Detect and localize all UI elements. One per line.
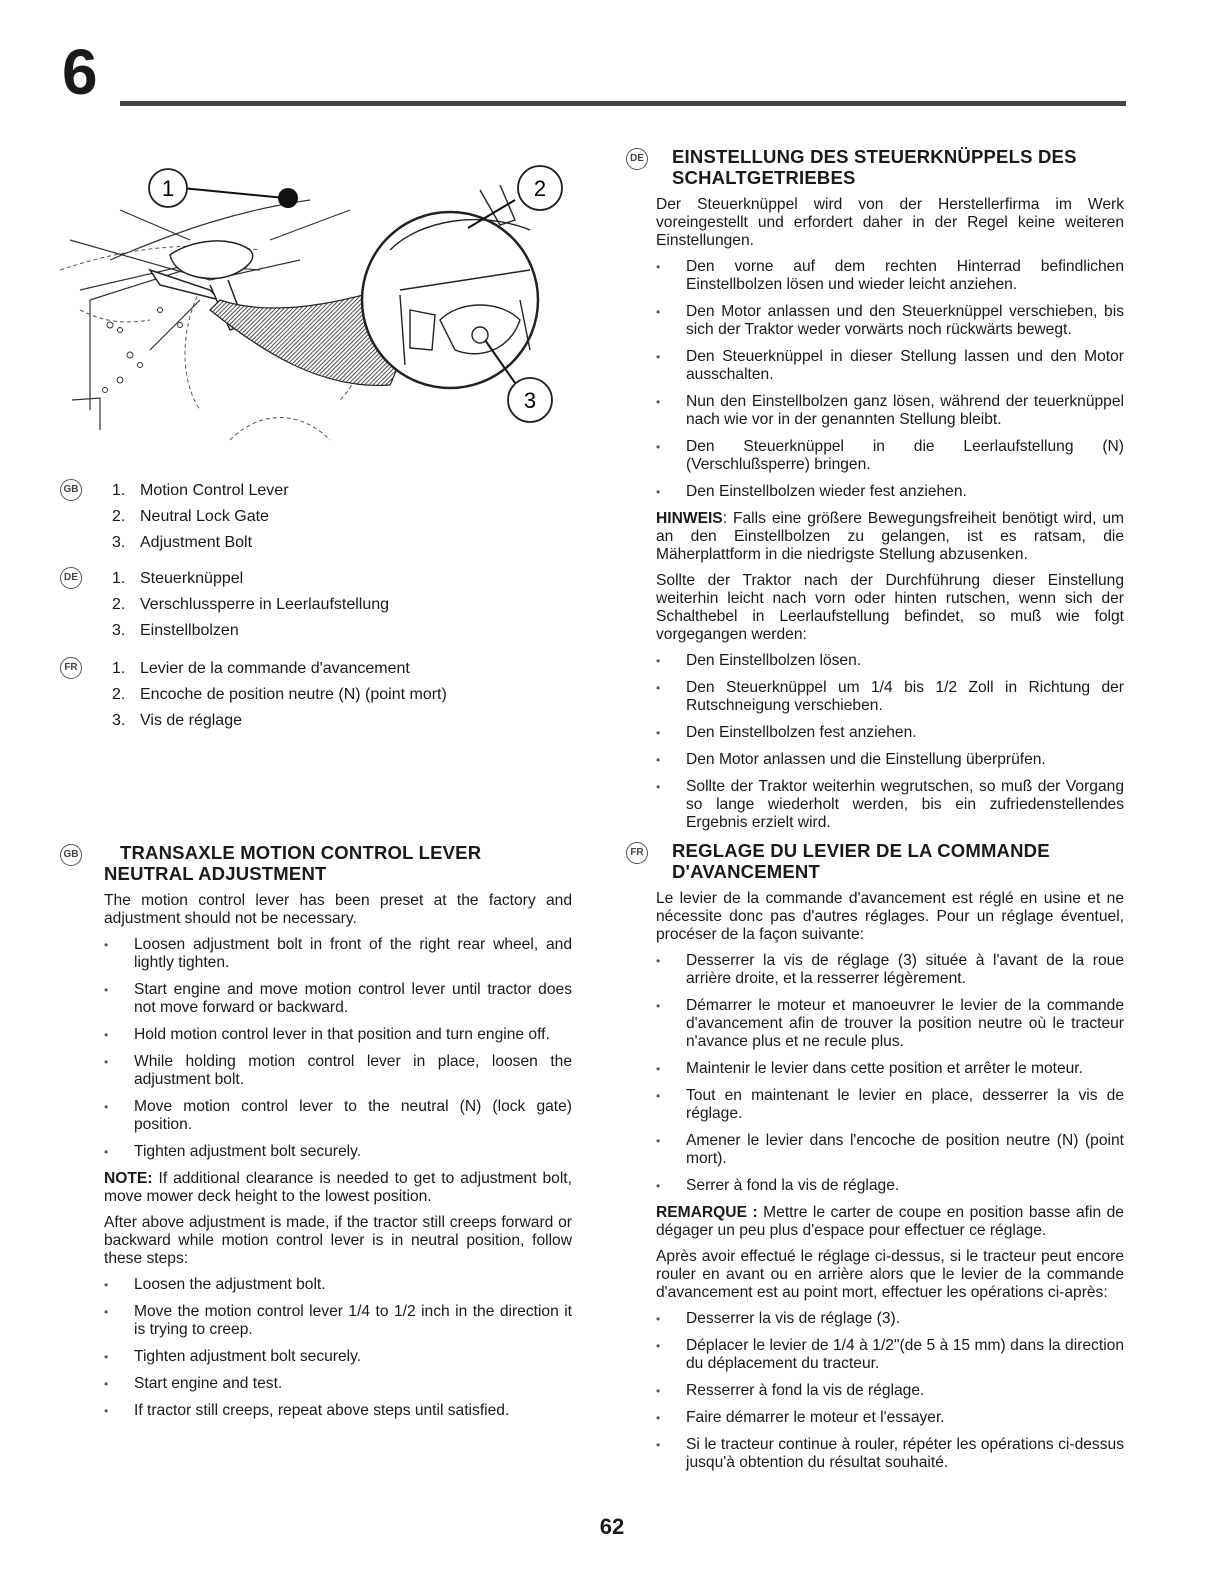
fr-steps (656, 952, 1124, 1195)
list-item: • Den Steuerknüppel um 1/4 bis 1/2 Zoll in Richtung der Rutschneigung verschieben. (656, 679, 1124, 715)
fr-section-title (656, 840, 1124, 882)
list-item: • Move the motion control lever 1/4 to 1/2 inch in the direction it is trying to creep. (104, 1303, 572, 1339)
list-item: • Den Einstellbolzen wieder fest anziehen. (656, 483, 1124, 501)
list-item: • Sollte der Traktor weiterhin wegrutschen, so muß der Vorgang so lange wiederholt werden, bis ein zufriedenstellendes Ergebnis erzielt wird. (656, 778, 1124, 832)
fr-steps-2 (656, 1310, 1124, 1472)
note-label: HINWEIS (656, 510, 723, 527)
language-badge-gb: GB (60, 479, 82, 501)
list-item: • Tighten adjustment bolt securely. (104, 1348, 572, 1366)
language-badge-de: DE (60, 567, 82, 589)
list-item: • Démarrer le moteur et manoeuvrer le levier de la commande d'avancement afin de trouver la position neutre où le tracteur n'avance plus et ne recule plus. (656, 997, 1124, 1051)
list-item: • Tighten adjustment bolt securely. (104, 1143, 572, 1161)
list-item: • Den Motor anlassen und die Einstellung überprüfen. (656, 751, 1124, 769)
note-text: Mettre le carter de coupe en position basse afin de dégager un peu plus d'espace pour effectuer ce réglage. (656, 1204, 1124, 1239)
de-title-line2: SCHALTGETRIEBES (672, 167, 856, 188)
list-item: • While holding motion control lever in place, loosen the adjustment bolt. (104, 1053, 572, 1089)
language-badge-fr: FR (60, 657, 82, 679)
legend-text: Adjustment Bolt (140, 534, 253, 551)
list-item: • Move motion control lever to the neutral (N) (lock gate) position. (104, 1098, 572, 1134)
gb-steps-2 (104, 1276, 572, 1420)
list-item: • Den Steuerknüppel in dieser Stellung lassen und den Motor ausschalten. (656, 348, 1124, 384)
list-item: • Maintenir le levier dans cette position et arrêter le moteur. (656, 1060, 1124, 1078)
list-item: • Si le tracteur continue à rouler, répéter les opérations ci-dessus jusqu'à obtention du résultat souhaité. (656, 1436, 1124, 1472)
language-badge-fr: FR (626, 842, 648, 864)
list-item: • Den vorne auf dem rechten Hinterrad befindlichen Einstellbolzen lösen und wieder leicht anziehen. (656, 258, 1124, 294)
gb-title-line1: TRANSAXLE MOTION CONTROL LEVER (120, 842, 482, 863)
legend-num: 1. (112, 570, 126, 587)
language-badge-gb: GB (60, 844, 82, 866)
note-text: If additional clearance is needed to get to adjustment bolt, move mower deck height to the lowest position. (104, 1170, 572, 1205)
legend-text: Levier de la commande d'avancement (140, 660, 410, 677)
gb-section-title (104, 842, 572, 884)
legend-num: 3. (112, 534, 126, 551)
de-intro: Der Steuerknüppel wird von der Herstellerfirma im Werk voreingestellt und erfordert daher in der Regel keine weiteren Einstellungen. (656, 196, 1124, 249)
legend-num: 2. (112, 596, 126, 613)
gb-note (104, 1170, 572, 1206)
list-item: • Tout en maintenant le levier en place, desserrer la vis de réglage. (656, 1087, 1124, 1123)
gb-intro: The motion control lever has been preset at the factory and adjustment should not be necessary. (104, 892, 572, 927)
de-steps-2 (656, 652, 1124, 832)
header-rule (120, 101, 1126, 106)
legend-text: Encoche de position neutre (N) (point mort) (140, 686, 447, 703)
callout-3 (508, 378, 552, 422)
gb-after: After above adjustment is made, if the tractor still creeps forward or backward while motion control lever is in neutral position, follow these steps: (104, 1214, 572, 1267)
list-item: • Den Steuerknüppel in die Leerlaufstellung (N) (Verschlußsperre) bringen. (656, 438, 1124, 474)
legend-num: 3. (112, 622, 126, 639)
list-item: • Loosen adjustment bolt in front of the right rear wheel, and lightly tighten. (104, 936, 572, 972)
gb-steps (104, 936, 572, 1161)
list-item: • Faire démarrer le moteur et l'essayer. (656, 1409, 1124, 1427)
legend-text: Steuerknüppel (140, 570, 244, 587)
callout-1 (149, 169, 187, 207)
de-steps (656, 258, 1124, 501)
callout-3-label: 3 (523, 388, 537, 413)
list-item: • Amener le levier dans l'encoche de position neutre (N) (point mort). (656, 1132, 1124, 1168)
legend-text: Motion Control Lever (140, 482, 289, 499)
list-item: • Desserrer la vis de réglage (3) située à l'avant de la roue arrière droite, et la resserrer légèrement. (656, 952, 1124, 988)
de-section (656, 146, 1124, 841)
de-title-line1: EINSTELLUNG DES STEUERKNÜPPELS DES (672, 146, 1077, 167)
note-label: REMARQUE : (656, 1204, 758, 1221)
list-item: • Hold motion control lever in that position and turn engine off. (104, 1026, 572, 1044)
legend-text: Einstellbolzen (140, 622, 239, 639)
fr-title-line2: D'AVANCEMENT (672, 861, 820, 882)
callout-2-label: 2 (533, 176, 547, 201)
list-item: • Den Einstellbolzen fest anziehen. (656, 724, 1124, 742)
deck-bolts (103, 308, 183, 393)
fr-note (656, 1204, 1124, 1240)
list-item: • Loosen the adjustment bolt. (104, 1276, 572, 1294)
legend-num: 1. (112, 482, 126, 499)
legend-text: Neutral Lock Gate (140, 508, 269, 525)
list-item: • Start engine and move motion control lever until tractor does not move forward or backward. (104, 981, 572, 1017)
fr-title-line1: REGLAGE DU LEVIER DE LA COMMANDE (672, 840, 1050, 861)
de-note (656, 510, 1124, 564)
list-item: • Nun den Einstellbolzen ganz lösen, während der teuerknüppel nach wie vor in der genannten Stellung bleibt. (656, 393, 1124, 429)
list-item: • Desserrer la vis de réglage (3). (656, 1310, 1124, 1328)
gb-title-line2: NEUTRAL ADJUSTMENT (104, 863, 327, 884)
chapter-number: 6 (62, 36, 98, 108)
legend-num: 3. (112, 712, 126, 729)
language-badge-de: DE (626, 148, 648, 170)
detail-magnifier (362, 212, 538, 388)
legend-num: 2. (112, 686, 126, 703)
list-item: • Serrer à fond la vis de réglage. (656, 1177, 1124, 1195)
note-label: NOTE: (104, 1170, 153, 1187)
list-item: • Den Motor anlassen und den Steuerknüppel verschieben, bis sich der Traktor weder vorwärts noch rückwärts bewegt. (656, 303, 1124, 339)
list-item: • Den Einstellbolzen lösen. (656, 652, 1124, 670)
legend-num: 1. (112, 660, 126, 677)
legend-text: Verschlussperre in Leerlaufstellung (140, 596, 390, 613)
list-item: • If tractor still creeps, repeat above steps until satisfied. (104, 1402, 572, 1420)
callout-2 (518, 166, 562, 210)
legend-text: Vis de réglage (140, 712, 242, 729)
list-item: • Start engine and test. (104, 1375, 572, 1393)
note-text: : Falls eine größere Bewegungsfreiheit benötigt wird, um an den Einstellbolzen zu gelangen, ist es ratsam, die Mäherplattform in die niedrigste Stellung abzusenken. (656, 510, 1124, 563)
lever-illustration (60, 150, 580, 450)
list-item: • Déplacer le levier de 1/4 à 1/2"(de 5 à 15 mm) dans la direction du déplacement du tracteur. (656, 1337, 1124, 1373)
fr-section (656, 840, 1124, 1481)
page-number: 62 (599, 1514, 625, 1539)
de-section-title (656, 146, 1124, 188)
legend-num: 2. (112, 508, 126, 525)
fr-intro: Le levier de la commande d'avancement est réglé en usine et ne nécessite donc pas d'autres réglages. Pour un réglage éventuel, procéser de la façon suivante: (656, 890, 1124, 943)
de-after: Sollte der Traktor nach der Durchführung dieser Einstellung weiterhin leicht nach vorn oder hinten rutschen, wenn sich der Schalthebel in Leerlaufstellung befindet, so muß wie folgt vorgegangen werden: (656, 572, 1124, 643)
callout-1-label: 1 (161, 176, 175, 201)
fr-after: Après avoir effectué le réglage ci-dessus, si le tracteur peut encore rouler en avant ou en arrière alors que le levier de la commande d'avancement est au point mort, effectuer les opérations ci-après: (656, 1248, 1124, 1301)
gb-section (104, 842, 572, 1429)
callout-dot (278, 188, 298, 208)
list-item: • Resserrer à fond la vis de réglage. (656, 1382, 1124, 1400)
